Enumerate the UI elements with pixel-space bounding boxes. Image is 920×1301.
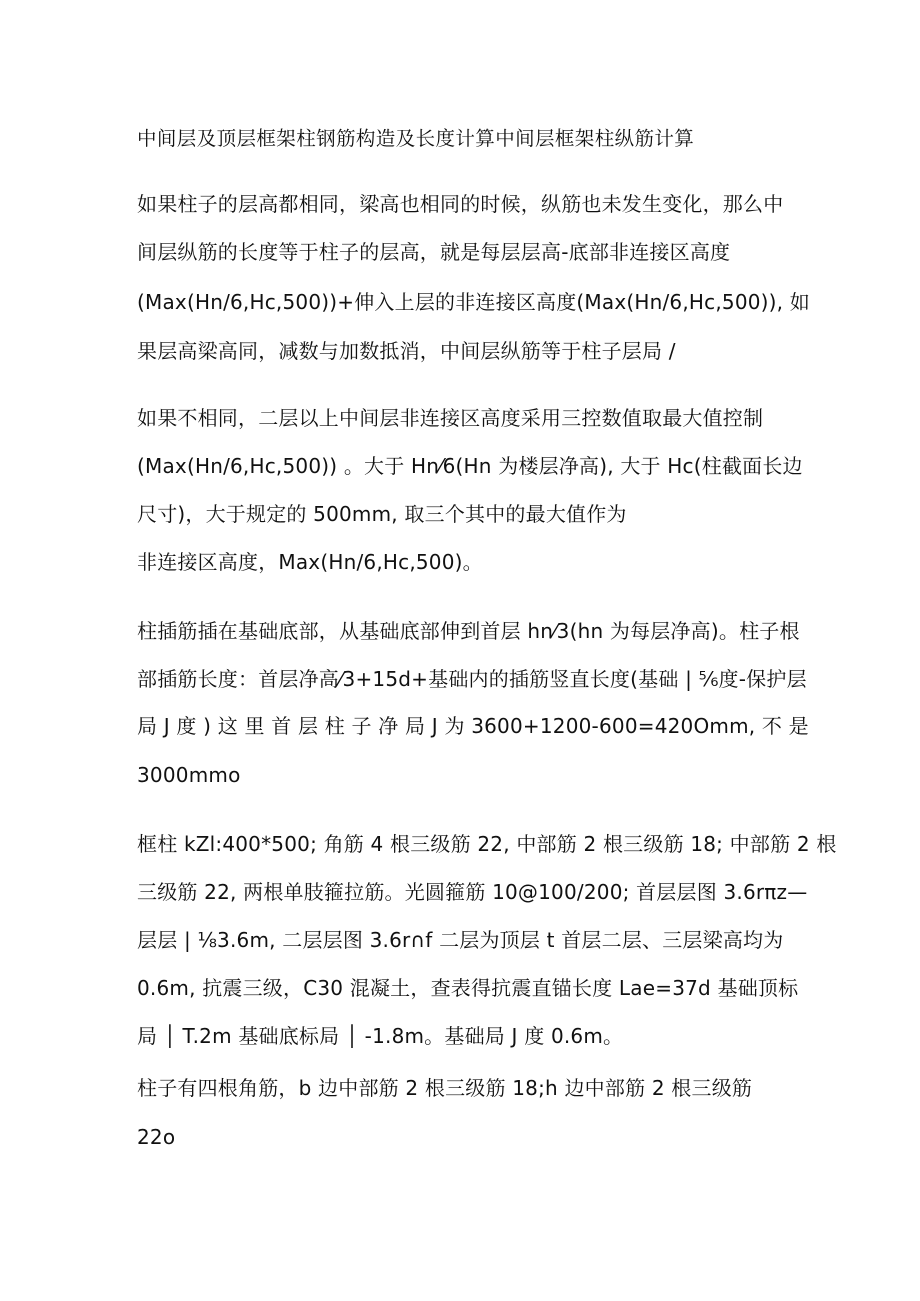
paragraph-2-line-1: 如果不相同，二层以上中间层非连接区高度采用三控数值取最大值控制 (137, 406, 764, 430)
paragraph-1-line-4: 果层高梁高同，减数与加数抵消，中间层纵筋等于柱子层局 / (137, 339, 676, 363)
paragraph-4-line-3: 层层 | ⅛3.6m, 二层层图 3.6r∩f 二层为顶层 t 首层二层、三层梁高均为 (137, 928, 784, 952)
paragraph-5-line-2: 22o (137, 1125, 176, 1149)
paragraph-1-line-1: 如果柱子的层高都相同，梁高也相同的时候，纵筋也未发生变化，那么中 (137, 192, 784, 216)
document-title: 中间层及顶层框架柱钢筋构造及长度计算中间层框架柱纵筋计算 (137, 127, 695, 150)
paragraph-2-line-4: 非连接区高度，Max(Hn/6,Hc,500)。 (137, 550, 483, 574)
paragraph-4-line-5: 局 │ T.2m 基础底标局 │ -1.8m。基础局 J 度 0.6m。 (137, 1024, 624, 1048)
paragraph-3-line-2: 部插筋长度：首层净高⁄3+15d+基础内的插筋竖直长度(基础 | ⁵⁄₆度-保护层 (137, 667, 807, 691)
paragraph-2-line-2: (Max(Hn/6,Hc,500)) 。大于 Hn⁄6(Hn 为楼层净高), 大于 Hc(柱截面长边 (137, 454, 803, 478)
paragraph-3-line-3: 局 J 度 ) 这 里 首 层 柱 子 净 局 J 为 3600+1200-600=420Omm, 不 是 (137, 714, 809, 738)
paragraph-2-line-3: 尺寸)，大于规定的 500mm, 取三个其中的最大值作为 (137, 502, 627, 526)
paragraph-1-line-2: 间层纵筋的长度等于柱子的层高，就是每层层高-底部非连接区高度 (137, 240, 731, 264)
paragraph-4-line-4: 0.6m, 抗震三级，C30 混凝土，查表得抗震直锚长度 Lae=37d 基础顶标 (137, 976, 799, 1000)
paragraph-3-line-4: 3000mmo (137, 763, 241, 787)
paragraph-4-line-1: 框柱 kZl:400*500; 角筋 4 根三级筋 22, 中部筋 2 根三级筋 18; 中部筋 2 根 (137, 832, 837, 856)
paragraph-3-line-1: 柱插筋插在基础底部，从基础底部伸到首层 hn⁄3(hn 为每层净高)。柱子根 (137, 619, 800, 643)
paragraph-4-line-2: 三级筋 22, 两根单肢箍拉筋。光圆箍筋 10@100/200; 首层层图 3.6rπz— (137, 880, 808, 904)
paragraph-5-line-1: 柱子有四根角筋，b 边中部筋 2 根三级筋 18;h 边中部筋 2 根三级筋 (137, 1076, 753, 1100)
paragraph-1-line-3: (Max(Hn/6,Hc,500))+伸入上层的非连接区高度(Max(Hn/6,Hc,500)), 如 (137, 290, 810, 314)
